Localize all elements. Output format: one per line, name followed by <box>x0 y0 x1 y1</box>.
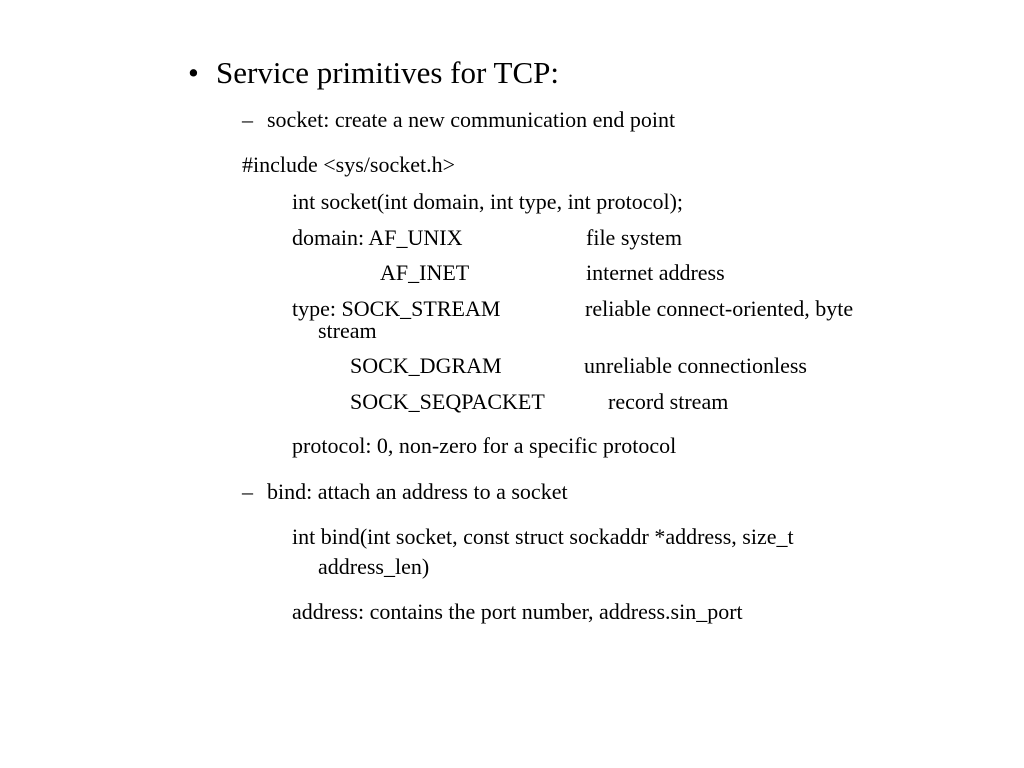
type-stream-desc: reliable connect-oriented, byte <box>585 296 854 321</box>
bind-item: bind: attach an address to a socket <box>267 479 568 504</box>
protocol-line: protocol: 0, non-zero for a specific protocol <box>292 433 677 458</box>
socket-signature: int socket(int domain, int type, int protocol); <box>292 189 684 214</box>
dash: – <box>242 479 253 504</box>
slide-heading: Service primitives for TCP: <box>216 55 559 90</box>
type-dgram-desc: unreliable connectionless <box>584 353 807 378</box>
domain-unix-desc: file system <box>586 225 682 250</box>
include-line: #include <sys/socket.h> <box>242 152 456 177</box>
type-label: type: SOCK_STREAM <box>292 296 501 321</box>
address-line: address: contains the port number, address.sin_port <box>292 599 743 624</box>
type-seqpacket: SOCK_SEQPACKET <box>350 389 545 414</box>
type-seqpacket-desc: record stream <box>608 389 729 414</box>
bind-signature: int bind(int socket, const struct sockaddr *address, size_t <box>292 524 794 549</box>
bind-signature-cont: address_len) <box>318 554 430 579</box>
type-stream-desc-cont: stream <box>318 318 377 343</box>
type-dgram: SOCK_DGRAM <box>350 353 502 378</box>
domain-inet-desc: internet address <box>586 260 725 285</box>
bullet: • <box>188 55 199 90</box>
dash: – <box>242 107 253 132</box>
socket-item: socket: create a new communication end point <box>267 107 676 132</box>
domain-label: domain: AF_UNIX <box>292 225 463 250</box>
domain-inet: AF_INET <box>380 260 470 285</box>
